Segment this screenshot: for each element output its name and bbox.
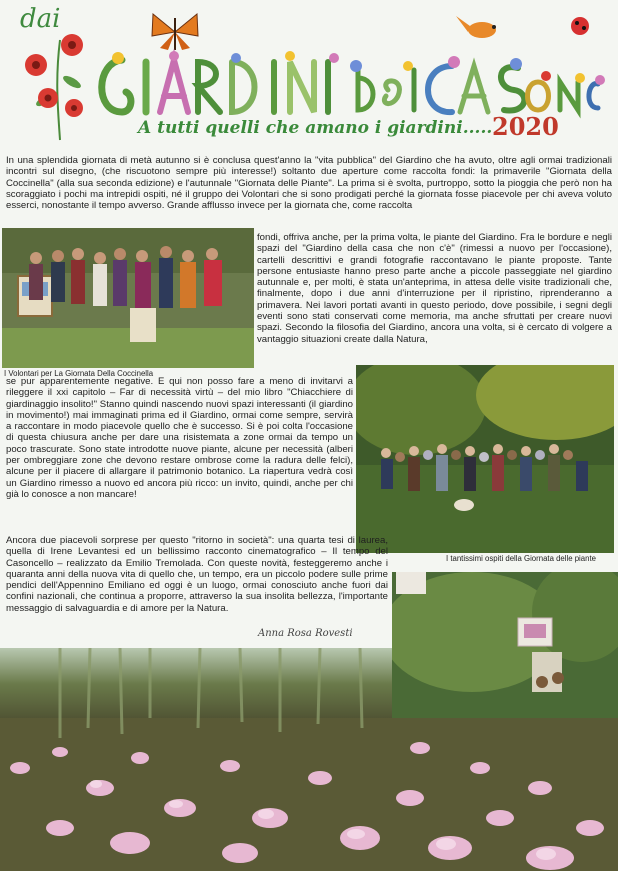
author-signature: Anna Rosa Rovesti: [258, 628, 353, 639]
guests-caption: I tantissimi ospiti della Giornata delle piante: [446, 554, 596, 563]
red-flower-cluster-icon: [25, 34, 83, 140]
article-intro: In una splendida giornata di metà autunno si è conclusa quest'anno la "vita pubblica" del Giardino che ha avuto, oltre agli ormai tradizionali incontri sul disegno, (che riscuotono sempre più interesse!) soltanto due aperture come raccolta fondi: la primaverile "Giornata della Coccinella" (alla sua seconda edizione) e l'autunnale "Giornata delle Piante". La prima si è svolta, purtroppo, sotto la pioggia che però non ha scoraggiato i pochi ma intrepidi ospiti, né il gruppo dei Volontari che si sono prodigati perché la giornata fosse piacevole per chi aveva voluto esserci, nonostante il tempo avverso. Grande afflusso invece per la giornata che, come raccolta: [6, 155, 612, 212]
butterfly-icon: [152, 14, 198, 50]
cyclamen-photo: [0, 648, 618, 871]
article-left-column: se pur apparentemente negative. E qui non posso fare a meno di invitarvi a rileggere il xxi capitolo – Far di necessità virtù – del mio libro "Chiacchiere di giardinaggio insolito!" Stanno quindi nascendo nuovi spazi interessanti (il giardino in movimento!) mai immaginati prima ed il Giardino, ormai come sempre, servirà a raccontare in modo piacevole quello che è successo. Si è poi colta l'occasione di questa chiusura anche per dare una risistemata a zone ormai da tempo un poco trascurate. Sono state introdotte nuove piante, alcune per necessità (alberi per ombreggiare zone che devono restare ombrose come la radura delle felci), alcune per il piacere di allargare il patrimonio botanico. La riapertura vedrà così un Giardino rimesso a nuovo ed ancora più ricco: un invito, quindi, anche per chi già lo conosce a non mancare!: [6, 376, 353, 500]
volunteers-photo: [2, 228, 254, 368]
ladybug-icon: [571, 17, 589, 35]
article-right-column: fondi, offriva anche, per la prima volta, le piante del Giardino. Fra le bordure e negli spazi del "Giardino della casa che non c'è" (rimessi a nuovo per l'occasione), cartelli descrittivi e grandi fotografie raccontavano le piante proposte. Tante persone entusiaste hanno preso parte anche a piccole passeggiate nel giardino autunnale e, per molti, è stata un'anteprima, in attesa delle visite tradizionali che, finalmente, dopo i due anni d'interruzione per il ripristino, riprenderanno a primavera. Nei lavori portati avanti in questo periodo, dove possibile, i segni degli eventi sono stati conservati come memoria, ma anche sfruttati per creare nuovi spazi. Secondo la filosofia del Giardino, ancora una volta, si è cercato di volgere a vantaggio situazioni create dalla Natura,: [257, 232, 612, 345]
article-closing: Ancora due piacevoli sorprese per questo "ritorno in società": una quarta tesi di laurea, quella di Irene Levantesi ed un bellissimo racconto cinematografico – Il tempo del Casoncello – realizzato da Emilio Tremolada. Con queste novità, festeggeremo anche i quaranta anni della nuova vita di quello che, un tempo, era un piccolo podere sulle prime pendici dell'Appennino Emiliano ed oggi è un luogo, ormai conosciuto anche fuori dai confini nazionali, che continua a proporre, attraverso la sua insolita bellezza, l'importante messaggio di salvaguardia e di amore per la Natura.: [6, 535, 388, 614]
masthead-year: 2020: [492, 112, 559, 141]
masthead-subtitle: A tutti quelli che amano i giardini.....: [138, 118, 493, 138]
masthead-prefix: dai: [20, 4, 61, 34]
title-lettering: [102, 60, 598, 112]
volunteers-caption: I Volontari per La Giornata Della Coccinella: [4, 369, 154, 378]
guests-photo: [356, 365, 614, 553]
masthead: [0, 0, 618, 155]
bird-icon: [456, 16, 496, 38]
